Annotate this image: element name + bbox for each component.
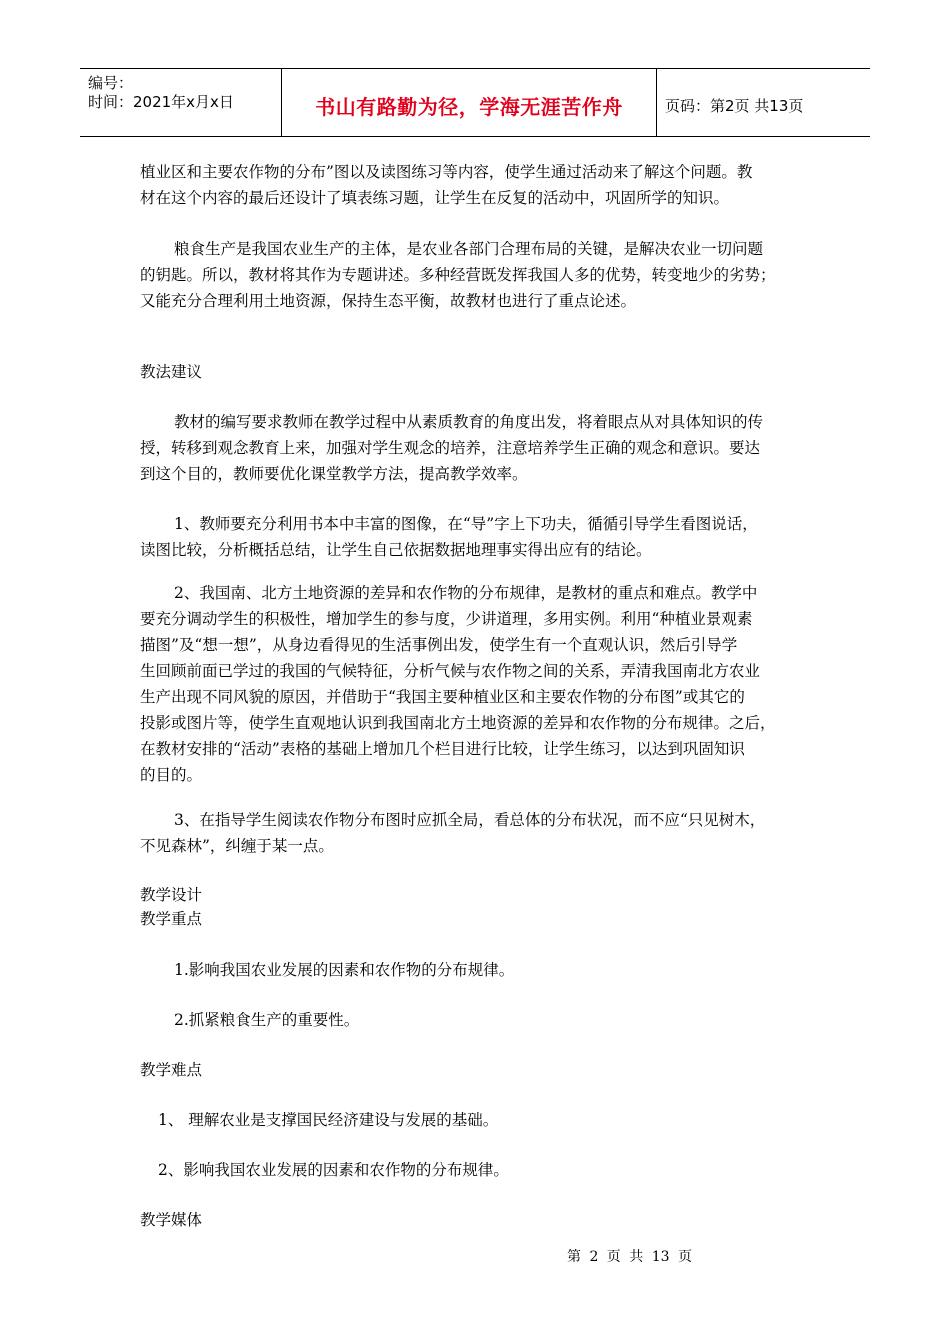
paragraph-line: 读图比较，分析概括总结，让学生自己依据数据地理事实得出应有的结论。	[140, 541, 652, 559]
header-info-cell	[80, 69, 282, 136]
header-motto-cell	[282, 69, 657, 136]
paragraph-line: 粮食生产是我国农业生产的主体，是农业各部门合理布局的关键，是解决农业一切问题	[174, 240, 764, 258]
paragraph-line: 2、我国南、北方土地资源的差异和农作物的分布规律，是教材的重点和难点。教学中	[174, 584, 758, 602]
paragraph-line: 的目的。	[140, 766, 203, 784]
paragraph-line: 到这个目的，教师要优化课堂教学方法，提高教学效率。	[140, 465, 528, 483]
paragraph-line: 生产出现不同风貌的原因，并借助于“我国主要种植业区和主要农作物的分布图”或其它的	[140, 688, 745, 706]
paragraph-line: 植业区和主要农作物的分布”图以及读图练习等内容，使学生通过活动来了解这个问题。教	[140, 163, 753, 181]
section-heading: 教学设计	[140, 886, 203, 904]
paragraph-line: 在教材安排的“活动”表格的基础上增加几个栏目进行比较，让学生练习，以达到巩固知识	[140, 740, 745, 758]
paragraph-line: 教材的编写要求教师在教学过程中从素质教育的角度出发，将着眼点从对具体知识的传	[174, 413, 764, 431]
paragraph-line: 3、在指导学生阅读农作物分布图时应抓全局，看总体的分布状况，而不应“只见树木，	[174, 811, 766, 829]
header-page-info: 页码：第2页 共13页	[665, 97, 804, 115]
paragraph-line: 要充分调动学生的积极性，增加学生的参与度，少讲道理，多用实例。利用“种植业景观素	[140, 610, 753, 628]
section-heading: 教法建议	[140, 363, 203, 381]
page-header	[80, 68, 870, 137]
paragraph-line: 材在这个内容的最后还设计了填表练习题，让学生在反复的活动中，巩固所学的知识。	[140, 189, 730, 207]
header-motto: 书山有路勤为径，学海无涯苦作舟	[315, 95, 623, 119]
paragraph-line: 投影或图片等，使学生直观地认识到我国南北方土地资源的差异和农作物的分布规律。之后，	[140, 714, 776, 732]
list-item: 1.影响我国农业发展的因素和农作物的分布规律。	[174, 961, 515, 979]
paragraph-line: 的钥匙。所以，教材将其作为专题讲述。多种经营既发挥我国人多的优势，转变地少的劣势；	[140, 266, 776, 284]
page-footer: 第 2 页 共 13 页	[567, 1249, 692, 1265]
section-heading: 教学重点	[140, 910, 203, 928]
paragraph-line: 不见森林”，纠缠于某一点。	[140, 837, 334, 855]
list-item: 2、影响我国农业发展的因素和农作物的分布规律。	[158, 1161, 509, 1179]
list-item: 2.抓紧粮食生产的重要性。	[174, 1011, 360, 1029]
paragraph-line: 1、教师要充分利用书本中丰富的图像，在“导”字上下功夫，循循引导学生看图说话，	[174, 515, 758, 533]
section-heading: 教学难点	[140, 1061, 203, 1079]
document-number-label: 编号：	[88, 74, 134, 92]
paragraph-line: 生回顾前面已学过的我国的气候特征，分析气候与农作物之间的关系，弄清我国南北方农业	[140, 662, 761, 680]
paragraph-line: 授，转移到观念教育上来，加强对学生观念的培养，注意培养学生正确的观念和意识。要达	[140, 439, 761, 457]
paragraph-line: 描图”及“想一想”，从身边看得见的生活事例出发，使学生有一个直观认识，然后引导学	[140, 636, 738, 654]
paragraph-line: 又能充分合理利用土地资源，保持生态平衡，故教材也进行了重点论述。	[140, 292, 637, 310]
section-heading: 教学媒体	[140, 1211, 203, 1229]
document-date-label: 时间：2021年x月x日	[88, 93, 234, 111]
list-item: 1、 理解农业是支撑国民经济建设与发展的基础。	[158, 1111, 499, 1129]
